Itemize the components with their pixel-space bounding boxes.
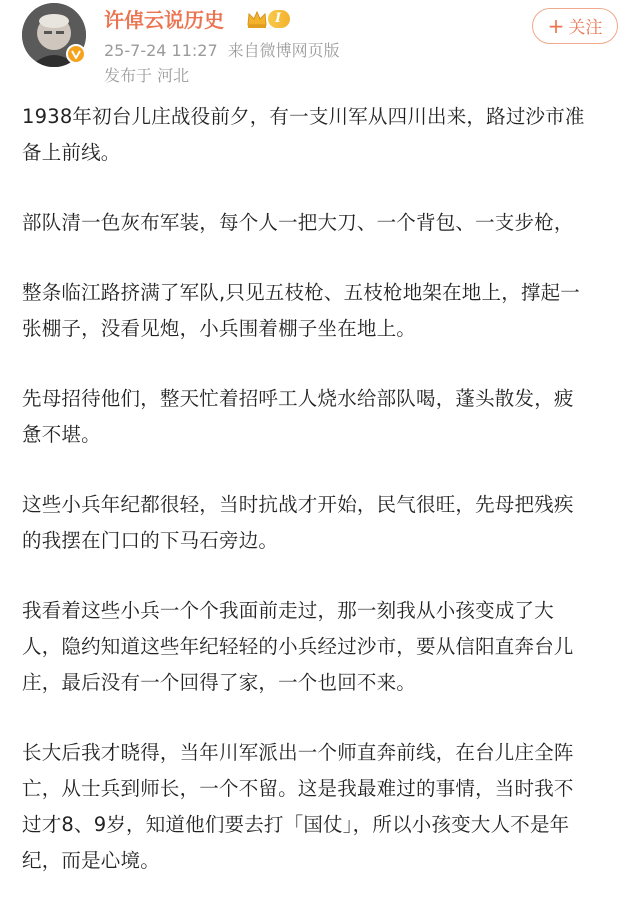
plus-icon: + [547, 14, 565, 38]
follow-button[interactable] [532, 8, 618, 44]
post-paragraph: 我看着这些小兵一个个我面前走过，那一刻我从小孩变成了大 人，隐约知道这些年纪轻轻的小兵经过沙市，要从信阳直奔台儿 庄，最后没有一个回得了家，一个也回不来。 [22, 599, 574, 694]
follow-label: 关注 [568, 18, 603, 38]
post-paragraph: 整条临江路挤满了军队,只见五枝枪、五枝枪地架在地上，撑起一 张棚子，没看见炮，小兵围着棚子坐在地上。 [22, 281, 580, 340]
post-paragraph: 先母招待他们，整天忙着招呼工人烧水给部队喝，蓬头散发，疲 惫不堪。 [22, 387, 574, 446]
post-location: 发布于 河北 [104, 66, 190, 85]
post-paragraph: 长大后我才晓得，当年川军派出一个师直奔前线，在台儿庄全阵 亡，从士兵到师长，一个不留。这是我最难过的事情，当时我不 过才8、9岁，知道他们要去打「国仗」，所以小孩变大人不是年 纪，而是心境。 [22, 741, 574, 872]
post-meta [104, 40, 340, 62]
crown-icon [246, 9, 268, 29]
post-paragraph: 1938年初台儿庄战役前夕，有一支川军从四川出来，路过沙市准 备上前线。 [22, 105, 585, 164]
post-paragraph: 部队清一色灰布军装，每个人一把大刀、一个背包、一支步枪， [22, 211, 574, 234]
verified-icon [66, 44, 86, 64]
level-badge: I [268, 10, 290, 28]
post-source: 来自微博网页版 [227, 41, 340, 60]
post-timestamp: 25-7-24 11:27 [104, 41, 218, 60]
post-paragraph: 这些小兵年纪都很轻，当时抗战才开始，民气很旺，先母把残疾 的我摆在门口的下马石旁边。 [22, 493, 574, 552]
post-body [22, 99, 622, 913]
post-header [0, 0, 640, 100]
author-name[interactable]: 许倬云说历史 [104, 8, 224, 32]
